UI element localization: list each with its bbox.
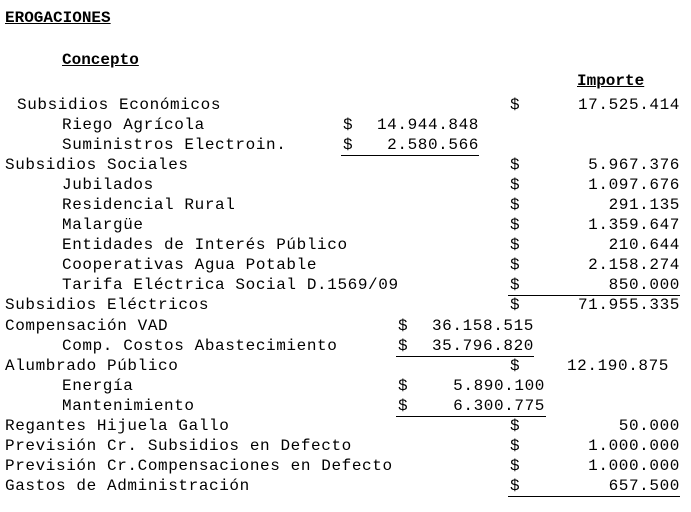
- amount-total: 1.359.647: [588, 216, 680, 234]
- currency-sign: $: [510, 477, 521, 495]
- row-label: Mantenimiento: [62, 397, 195, 415]
- amount-total: 12.190.875: [566, 357, 669, 375]
- amount-total: 1.097.676: [588, 176, 680, 194]
- currency-sign: $: [398, 317, 409, 335]
- currency-sign: $: [510, 216, 521, 234]
- currency-sign: $: [343, 136, 354, 154]
- amount-total: 291.135: [608, 196, 680, 214]
- currency-sign: $: [398, 337, 409, 355]
- currency-sign: $: [510, 276, 521, 294]
- currency-sign: $: [510, 236, 521, 254]
- currency-sign: $: [510, 256, 521, 274]
- amount-total: 1.000.000: [588, 437, 680, 455]
- row-label: Previsión Cr.Compensaciones en Defecto: [5, 457, 393, 475]
- total-rule: [508, 496, 680, 497]
- amount-subtotal: 2.580.566: [387, 136, 479, 154]
- amount-total: 17.525.414: [577, 96, 680, 114]
- row-label: Alumbrado Público: [5, 357, 179, 375]
- currency-sign: $: [398, 377, 409, 395]
- amount-total: 2.158.274: [588, 256, 680, 274]
- row-label: Entidades de Interés Público: [62, 236, 348, 254]
- row-label: Suministros Electroin.: [62, 136, 287, 154]
- row-label: Energía: [62, 377, 134, 395]
- currency-sign: $: [510, 357, 521, 375]
- amount-total: 50.000: [618, 417, 680, 435]
- row-label: Residencial Rural: [62, 196, 236, 214]
- currency-sign: $: [510, 196, 521, 214]
- concepto-header: Concepto: [62, 51, 139, 69]
- amount-subtotal: 14.944.848: [376, 116, 479, 134]
- row-label: Malargüe: [62, 216, 144, 234]
- currency-sign: $: [510, 417, 521, 435]
- amount-subtotal: 6.300.775: [453, 397, 545, 415]
- amount-subtotal: 5.890.100: [453, 377, 545, 395]
- row-label: Subsidios Sociales: [5, 156, 189, 174]
- row-label: Comp. Costos Abastecimiento: [62, 337, 338, 355]
- amount-subtotal: 35.796.820: [431, 337, 534, 355]
- currency-sign: $: [510, 457, 521, 475]
- row-label: Subsidios Eléctricos: [5, 296, 210, 314]
- amount-total: 657.500: [608, 477, 680, 495]
- row-label: Cooperativas Agua Potable: [62, 256, 318, 274]
- row-label: Jubilados: [62, 176, 154, 194]
- row-label: Riego Agrícola: [62, 116, 205, 134]
- subtotal-rule: [396, 416, 546, 417]
- currency-sign: $: [510, 96, 521, 114]
- currency-sign: $: [510, 176, 521, 194]
- row-label: Gastos de Administración: [5, 477, 250, 495]
- row-label: Regantes Hijuela Gallo: [5, 417, 230, 435]
- currency-sign: $: [510, 437, 521, 455]
- row-label: Compensación VAD: [5, 317, 169, 335]
- currency-sign: $: [510, 296, 521, 314]
- currency-sign: $: [343, 116, 354, 134]
- row-label: Previsión Cr. Subsidios en Defecto: [5, 437, 352, 455]
- amount-total: 1.000.000: [588, 457, 680, 475]
- importe-header: Importe: [577, 72, 645, 90]
- subtotal-rule: [341, 155, 479, 156]
- amount-total: 210.644: [608, 236, 680, 254]
- amount-total: 5.967.376: [588, 156, 680, 174]
- row-label: Subsidios Económicos: [17, 96, 222, 114]
- row-label: Tarifa Eléctrica Social D.1569/09: [62, 276, 399, 294]
- amount-subtotal: 36.158.515: [431, 317, 534, 335]
- currency-sign: $: [510, 156, 521, 174]
- amount-total: 71.955.335: [577, 296, 680, 314]
- amount-total: 850.000: [608, 276, 680, 294]
- document-title: EROGACIONES: [5, 9, 111, 27]
- currency-sign: $: [398, 397, 409, 415]
